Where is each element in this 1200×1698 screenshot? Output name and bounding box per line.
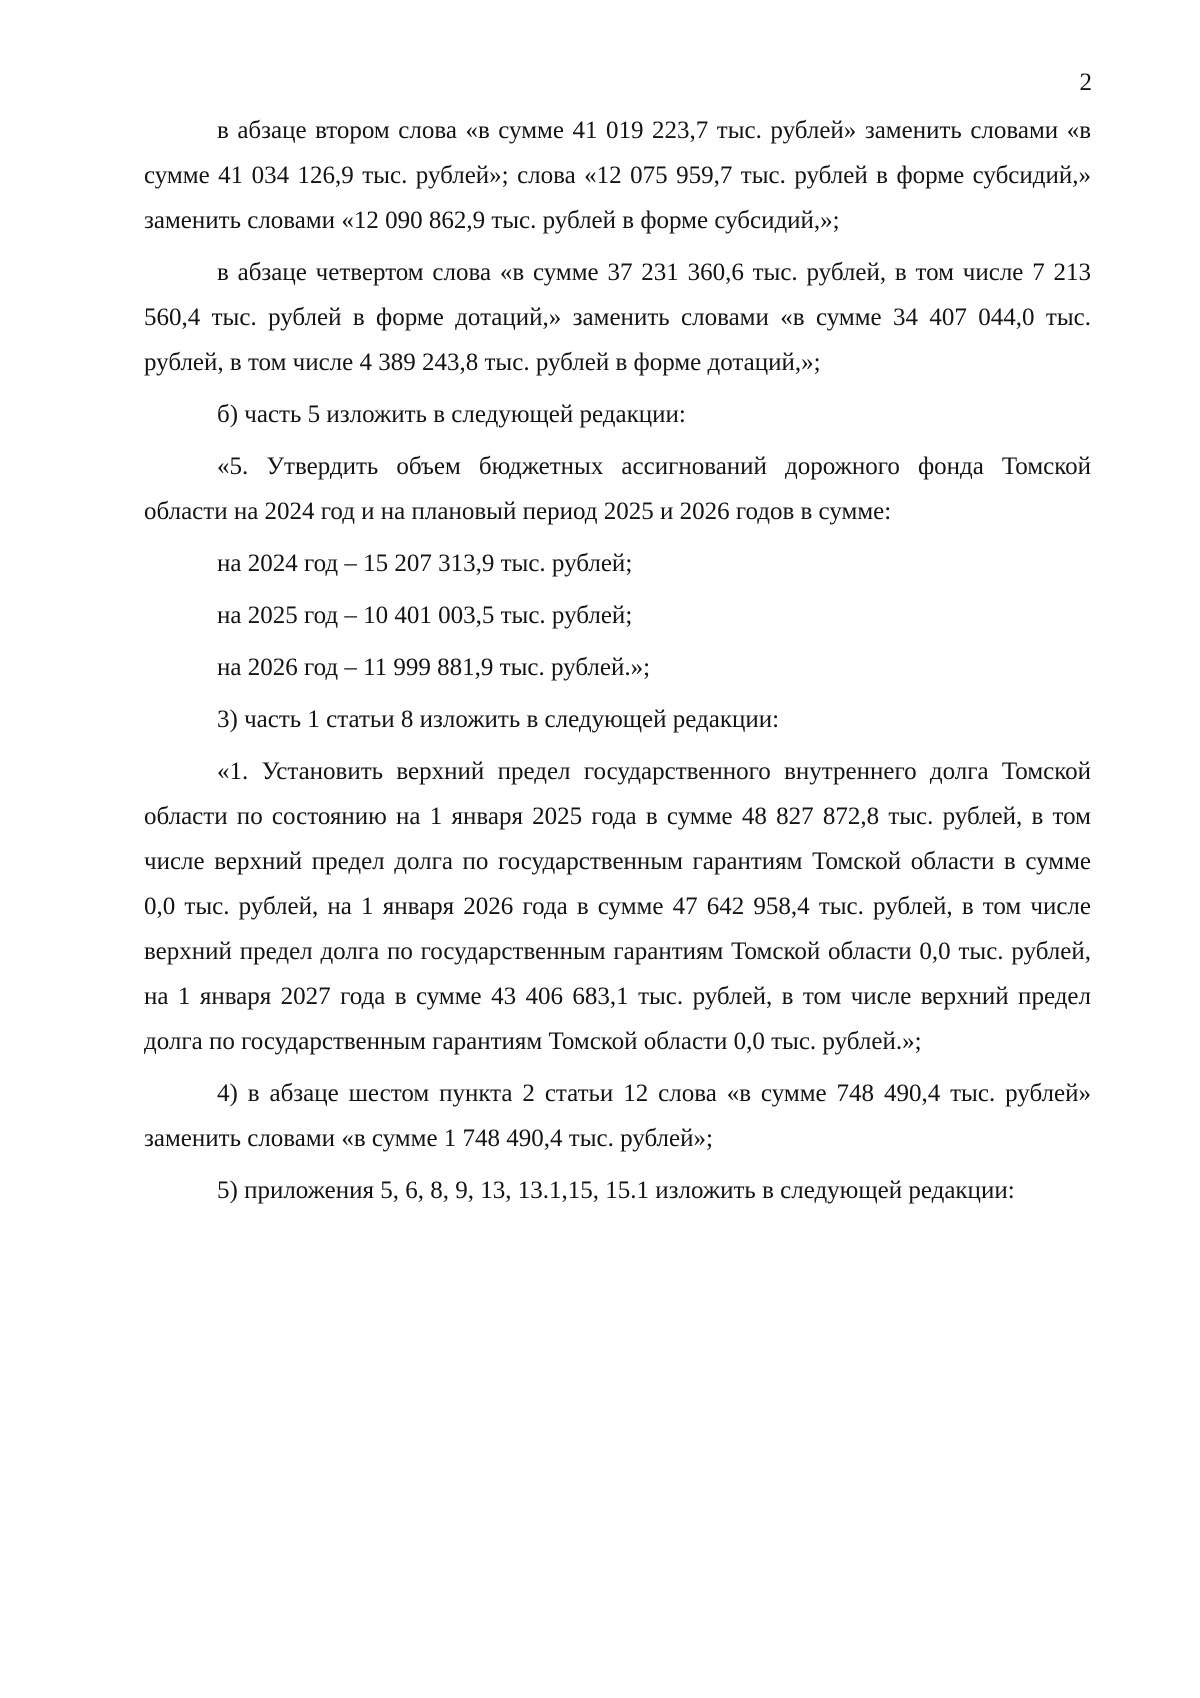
paragraph-second-abzac-amendment: в абзаце втором слова «в сумме 41 019 223,7 тыс. рублей» заменить словами «в сумме 41 034 126,9 тыс. рублей»; слова «12 075 959,7 тыс. рублей в форме субсидий,» заменить словами «12 090 862,9 тыс. рублей в форме субсидий,»; xyxy=(144,117,1091,234)
paragraph-article-8-heading: 3) часть 1 статьи 8 изложить в следующей редакции: xyxy=(217,706,780,733)
paragraph-road-fund-2026: на 2026 год – 11 999 881,9 тыс. рублей.»; xyxy=(217,654,651,681)
paragraph-article-12-amendment: 4) в абзаце шестом пункта 2 статьи 12 слова «в сумме 748 490,4 тыс. рублей» заменить словами «в сумме 1 748 490,4 тыс. рублей»; xyxy=(144,1080,1091,1152)
paragraph-fourth-abzac-amendment: в абзаце четвертом слова «в сумме 37 231 360,6 тыс. рублей, в том числе 7 213 560,4 тыс. рублей в форме дотаций,» заменить словами «в сумме 34 407 044,0 тыс. рублей, в том числе 4 389 243,8 тыс. рублей в форме дотаций,»; xyxy=(144,259,1091,376)
paragraph-road-fund-2025: на 2025 год – 10 401 003,5 тыс. рублей; xyxy=(217,602,633,629)
document-body xyxy=(144,108,1091,1220)
paragraph-debt-limit: «1. Установить верхний предел государственного внутреннего долга Томской области по состоянию на 1 января 2025 года в сумме 48 827 872,8 тыс. рублей, в том числе верхний предел долга по государственным гарантиям Томской области в сумме 0,0 тыс. рублей, на 1 января 2026 года в сумме 47 642 958,4 тыс. рублей, в том числе верхний предел долга по государственным гарантиям Томской области 0,0 тыс. рублей, на 1 января 2027 года в сумме 43 406 683,1 тыс. рублей, в том числе верхний предел долга по государственным гарантиям Томской области 0,0 тыс. рублей.»; xyxy=(144,758,1091,1055)
paragraph-road-fund-2024: на 2024 год – 15 207 313,9 тыс. рублей; xyxy=(217,550,633,577)
paragraph-road-fund-statement: «5. Утвердить объем бюджетных ассигнований дорожного фонда Томской области на 2024 год и на плановый период 2025 и 2026 годов в сумме: xyxy=(144,453,1091,525)
paragraph-appendices: 5) приложения 5, 6, 8, 9, 13, 13.1,15, 15.1 изложить в следующей редакции: xyxy=(217,1177,1015,1204)
page-number: 2 xyxy=(1079,69,1092,96)
paragraph-part-5-heading: б) часть 5 изложить в следующей редакции: xyxy=(217,401,686,428)
